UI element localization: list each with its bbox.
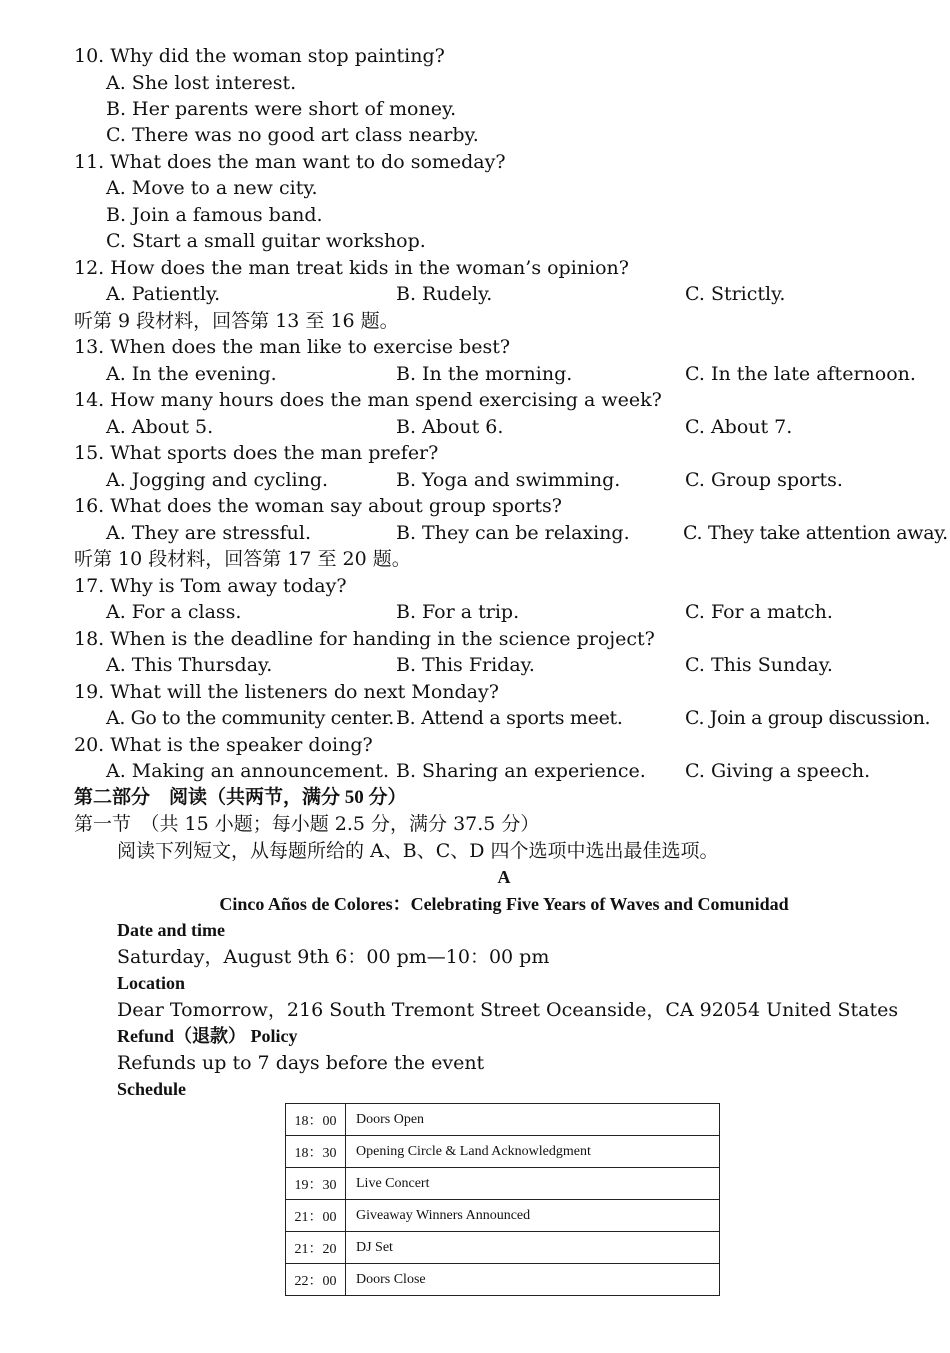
table-row bbox=[286, 1232, 720, 1264]
schedule-time: 18：00 bbox=[286, 1104, 346, 1136]
option-17b: B. For a trip. bbox=[396, 601, 520, 623]
table-row bbox=[286, 1136, 720, 1168]
part-2-heading: 第二部分 阅读（共两节，满分 50 分） bbox=[74, 787, 407, 808]
date-value: Saturday，August 9th 6：00 pm—10：00 pm bbox=[117, 946, 550, 968]
table-row bbox=[286, 1264, 720, 1296]
question-18: 18. When is the deadline for handing in the science project? bbox=[74, 628, 655, 650]
schedule-time: 21：00 bbox=[286, 1200, 346, 1232]
date-heading: Date and time bbox=[117, 920, 225, 940]
option-16a: A. They are stressful. bbox=[106, 522, 312, 544]
option-14b: B. About 6. bbox=[396, 416, 504, 438]
location-heading: Location bbox=[117, 973, 186, 993]
option-19b: B. Attend a sports meet. bbox=[396, 707, 623, 729]
table-row bbox=[286, 1168, 720, 1200]
option-20c: C. Giving a speech. bbox=[685, 760, 871, 782]
question-17: 17. Why is Tom away today? bbox=[74, 575, 347, 597]
schedule-event: Live Concert bbox=[346, 1168, 720, 1200]
option-14a: A. About 5. bbox=[106, 416, 214, 438]
option-19a: A. Go to the community center. bbox=[106, 707, 394, 729]
option-17a: A. For a class. bbox=[106, 601, 242, 623]
option-13a: A. In the evening. bbox=[106, 363, 277, 385]
question-16: 16. What does the woman say about group sports? bbox=[74, 495, 562, 517]
section-1-heading: 第一节 （共 15 小题；每小题 2.5 分，满分 37.5 分） bbox=[74, 813, 540, 835]
passage-title: Cinco Años de Colores：Celebrating Five Years of Waves and Comunidad bbox=[219, 894, 789, 914]
option-13c: C. In the late afternoon. bbox=[685, 363, 916, 385]
option-18a: A. This Thursday. bbox=[106, 654, 273, 676]
option-20b: B. Sharing an experience. bbox=[396, 760, 646, 782]
option-13b: B. In the morning. bbox=[396, 363, 573, 385]
option-10b: B. Her parents were short of money. bbox=[106, 98, 457, 120]
section-9-instruction: 听第 9 段材料，回答第 13 至 16 题。 bbox=[74, 310, 399, 332]
question-13: 13. When does the man like to exercise best? bbox=[74, 336, 511, 358]
option-15a: A. Jogging and cycling. bbox=[106, 469, 329, 491]
schedule-event: Giveaway Winners Announced bbox=[346, 1200, 720, 1232]
option-18b: B. This Friday. bbox=[396, 654, 535, 676]
option-19c: C. Join a group discussion. bbox=[685, 707, 931, 729]
option-15b: B. Yoga and swimming. bbox=[396, 469, 621, 491]
passage-letter: A bbox=[497, 867, 511, 887]
schedule-time: 18：30 bbox=[286, 1136, 346, 1168]
option-12a: A. Patiently. bbox=[106, 283, 221, 305]
option-15c: C. Group sports. bbox=[685, 469, 843, 491]
option-11c: C. Start a small guitar workshop. bbox=[106, 230, 426, 252]
option-11b: B. Join a famous band. bbox=[106, 204, 323, 226]
schedule-time: 19：30 bbox=[286, 1168, 346, 1200]
schedule-heading: Schedule bbox=[117, 1079, 187, 1099]
option-16c: C. They take attention away. bbox=[683, 522, 948, 544]
refund-value: Refunds up to 7 days before the event bbox=[117, 1052, 485, 1074]
schedule-event: DJ Set bbox=[346, 1232, 720, 1264]
option-10c: C. There was no good art class nearby. bbox=[106, 124, 479, 146]
option-14c: C. About 7. bbox=[685, 416, 793, 438]
reading-instruction: 阅读下列短文，从每题所给的 A、B、C、D 四个选项中选出最佳选项。 bbox=[117, 840, 719, 862]
option-20a: A. Making an announcement. bbox=[106, 760, 389, 782]
question-15: 15. What sports does the man prefer? bbox=[74, 442, 439, 464]
schedule-time: 22：00 bbox=[286, 1264, 346, 1296]
location-value: Dear Tomorrow，216 South Tremont Street Oceanside，CA 92054 United States bbox=[117, 999, 899, 1021]
question-20: 20. What is the speaker doing? bbox=[74, 734, 373, 756]
option-12c: C. Strictly. bbox=[685, 283, 786, 305]
table-row bbox=[286, 1200, 720, 1232]
schedule-event: Doors Close bbox=[346, 1264, 720, 1296]
question-19: 19. What will the listeners do next Monday? bbox=[74, 681, 499, 703]
question-14: 14. How many hours does the man spend exercising a week? bbox=[74, 389, 662, 411]
question-12: 12. How does the man treat kids in the woman’s opinion? bbox=[74, 257, 629, 279]
option-16b: B. They can be relaxing. bbox=[396, 522, 630, 544]
section-10-instruction: 听第 10 段材料，回答第 17 至 20 题。 bbox=[74, 548, 411, 570]
schedule-event: Doors Open bbox=[346, 1104, 720, 1136]
option-10a: A. She lost interest. bbox=[106, 72, 297, 94]
option-12b: B. Rudely. bbox=[396, 283, 493, 305]
option-18c: C. This Sunday. bbox=[685, 654, 833, 676]
schedule-table bbox=[285, 1103, 720, 1296]
schedule-time: 21：20 bbox=[286, 1232, 346, 1264]
option-11a: A. Move to a new city. bbox=[106, 177, 318, 199]
schedule-event: Opening Circle & Land Acknowledgment bbox=[346, 1136, 720, 1168]
refund-heading: Refund（退款） Policy bbox=[117, 1026, 298, 1046]
question-11: 11. What does the man want to do someday? bbox=[74, 151, 506, 173]
question-10: 10. Why did the woman stop painting? bbox=[74, 45, 445, 67]
table-row bbox=[286, 1104, 720, 1136]
option-17c: C. For a match. bbox=[685, 601, 833, 623]
